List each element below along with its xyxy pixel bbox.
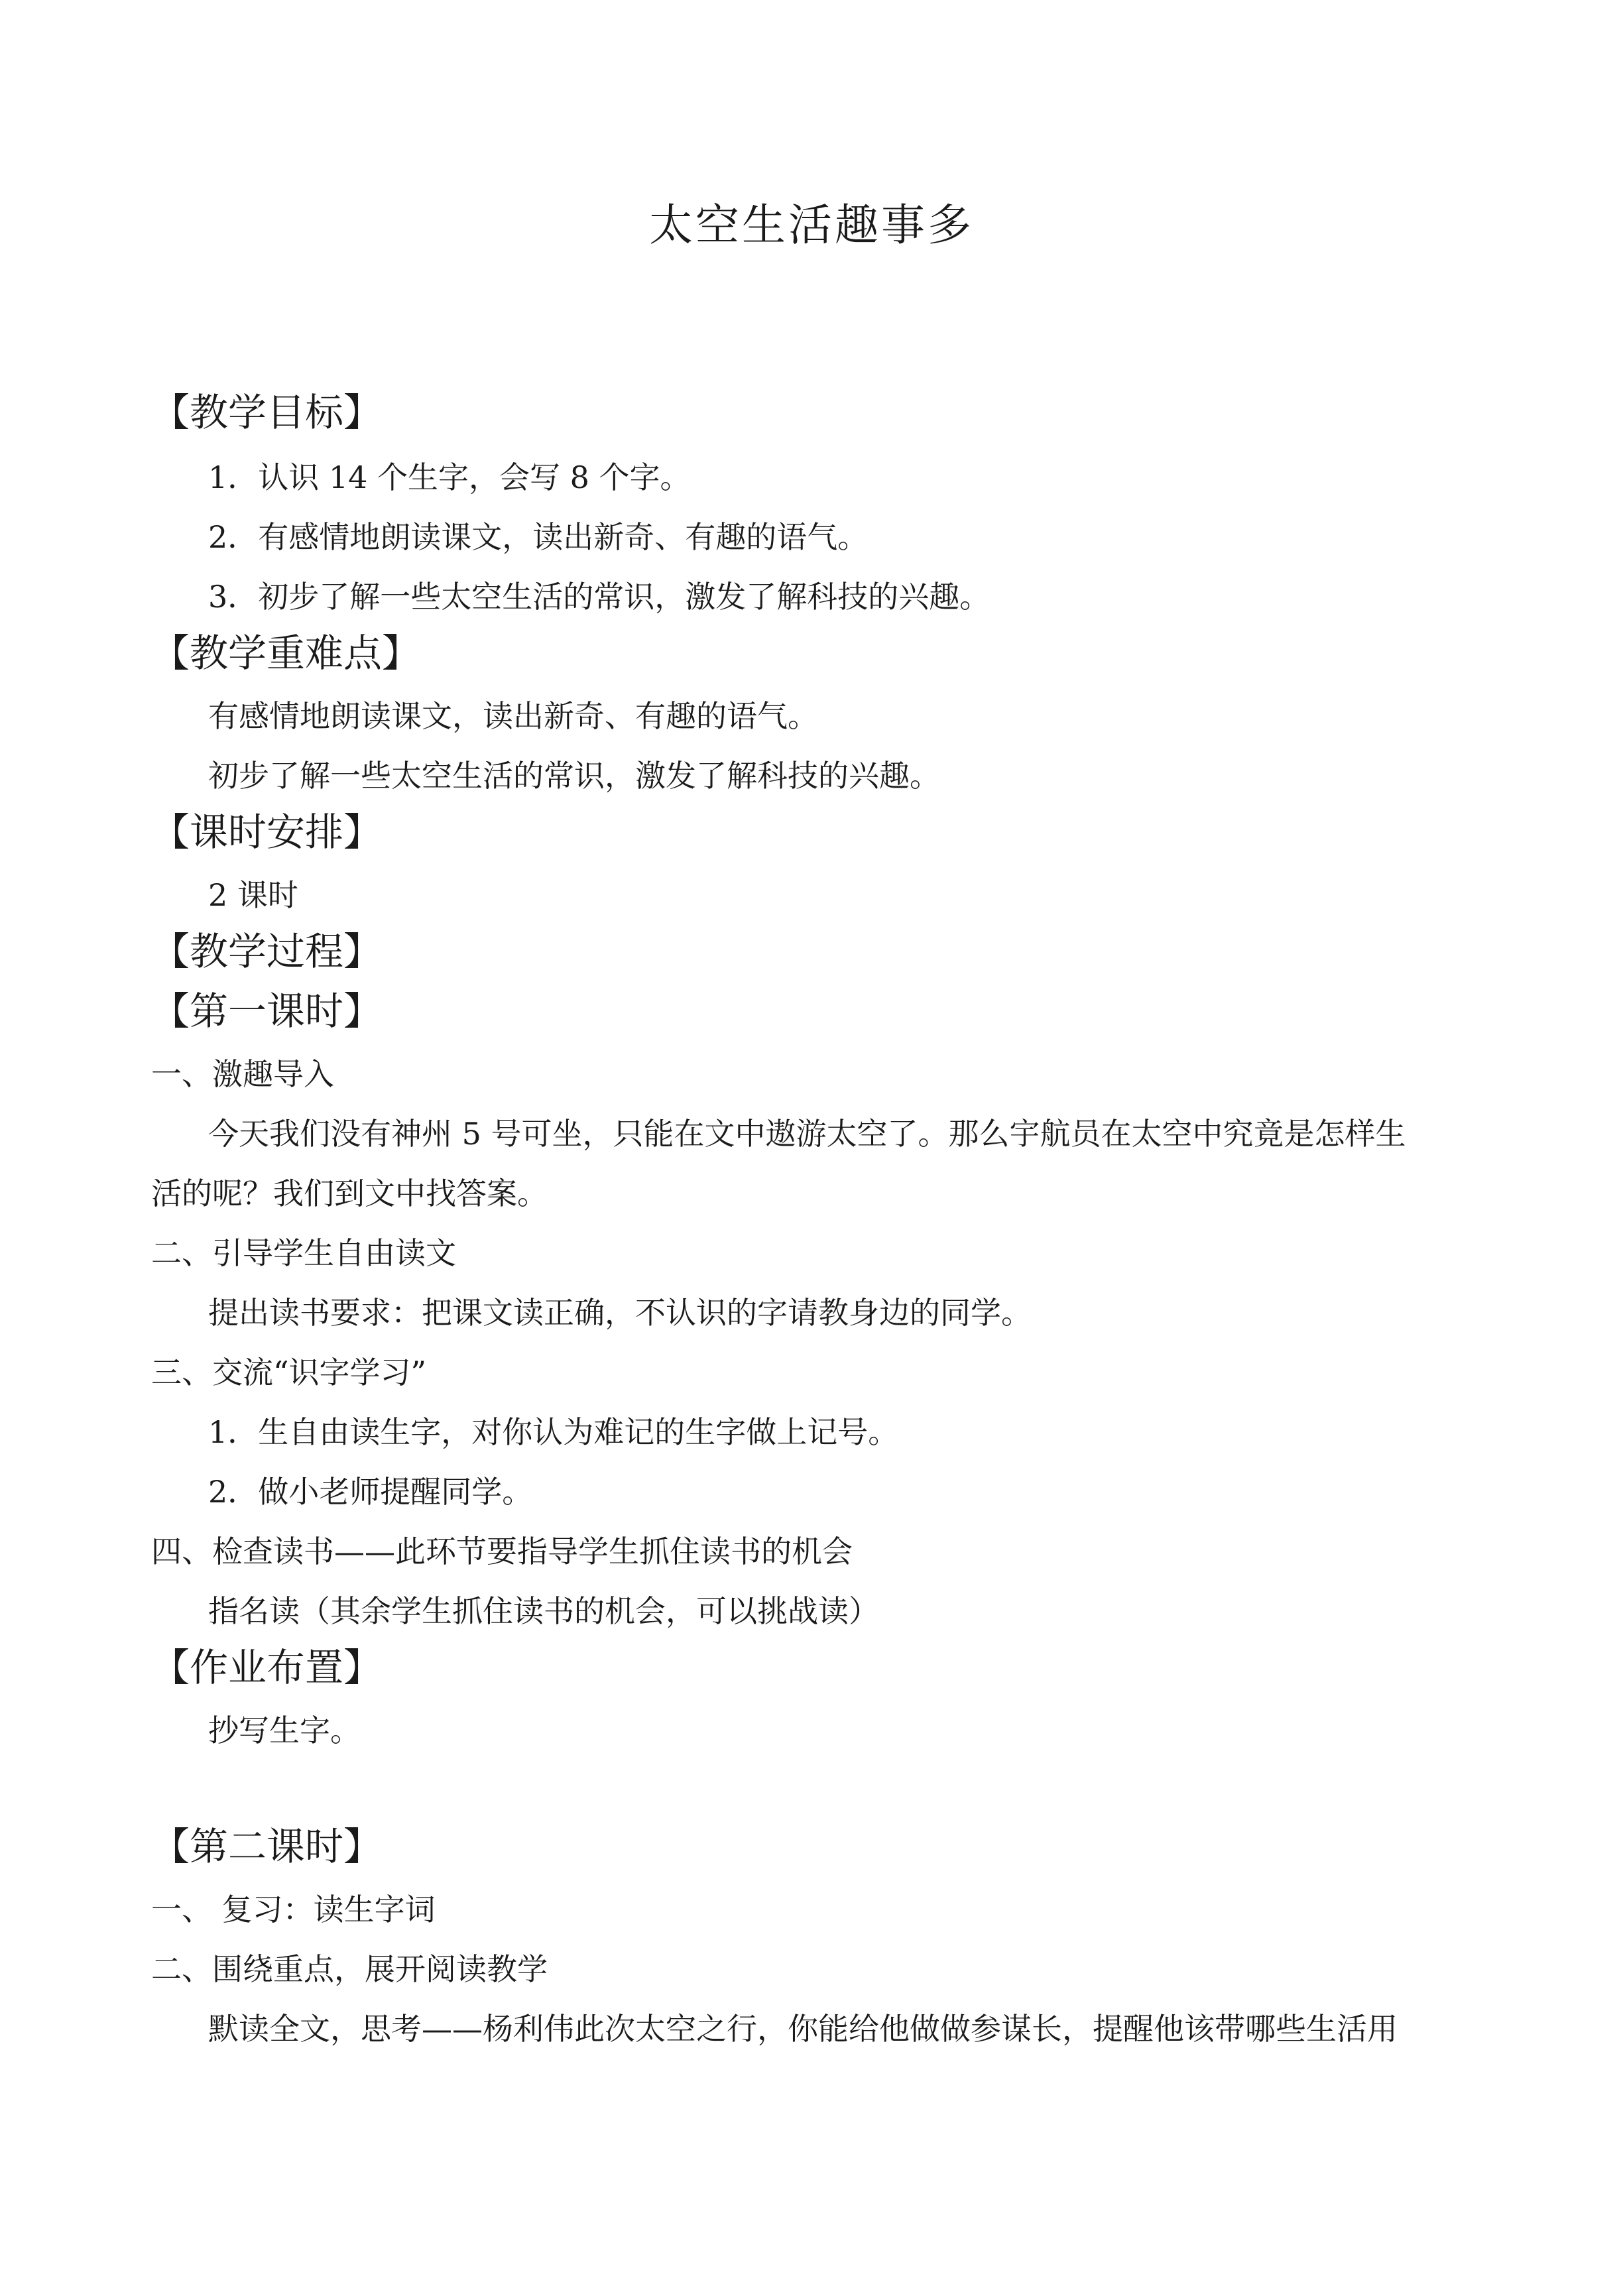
lesson1-step-1: 一、激趣导入	[151, 1056, 334, 1092]
lesson1-step-3: 三、交流“识字学习”	[151, 1355, 427, 1390]
document-title: 太空生活趣事多	[649, 200, 974, 251]
section-heading-schedule: 【课时安排】	[151, 810, 383, 855]
section-heading-key-points: 【教学重难点】	[151, 631, 421, 676]
lesson2-step-1: 一、 复习：读生字词	[151, 1892, 436, 1927]
section-heading-lesson-2: 【第二课时】	[151, 1824, 383, 1869]
lesson1-step-4-text: 指名读（其余学生抓住读书的机会，可以挑战读）	[208, 1593, 879, 1629]
section-heading-process: 【教学过程】	[151, 929, 383, 974]
section-heading-lesson-1: 【第一课时】	[151, 989, 383, 1034]
lesson2-step-2-text: 默读全文，思考——杨利伟此次太空之行，你能给他做做参谋长，提醒他该带哪些生活用	[208, 2011, 1398, 2047]
goal-item-3: 3．初步了解一些太空生活的常识，激发了解科技的兴趣。	[208, 579, 991, 615]
lesson2-step-2: 二、围绕重点，展开阅读教学	[151, 1951, 548, 1987]
goal-item-1: 1．认识 14 个生字，会写 8 个字。	[208, 459, 691, 495]
lesson1-step-2: 二、引导学生自由读文	[151, 1235, 456, 1271]
key-point-2: 初步了解一些太空生活的常识，激发了解科技的兴趣。	[208, 758, 940, 794]
section-heading-goals: 【教学目标】	[151, 390, 383, 435]
goal-item-2: 2．有感情地朗读课文，读出新奇、有趣的语气。	[208, 519, 869, 555]
lesson1-step-4: 四、检查读书——此环节要指导学生抓住读书的机会	[151, 1534, 853, 1569]
lesson1-step-3-item-2: 2．做小老师提醒同学。	[208, 1474, 533, 1510]
key-point-1: 有感情地朗读课文，读出新奇、有趣的语气。	[208, 698, 818, 734]
lesson1-step-3-item-1: 1．生自由读生字，对你认为难记的生字做上记号。	[208, 1414, 899, 1450]
schedule-text: 2 课时	[208, 877, 298, 913]
section-heading-homework: 【作业布置】	[151, 1645, 383, 1690]
lesson1-step-1-text-b: 活的呢？我们到文中找答案。	[151, 1176, 548, 1211]
lesson1-step-1-text-a: 今天我们没有神州 5 号可坐，只能在文中遨游太空了。那么宇航员在太空中究竟是怎样生	[208, 1116, 1406, 1152]
lesson1-step-2-text: 提出读书要求：把课文读正确，不认识的字请教身边的同学。	[208, 1295, 1032, 1331]
homework-text: 抄写生字。	[208, 1713, 361, 1748]
